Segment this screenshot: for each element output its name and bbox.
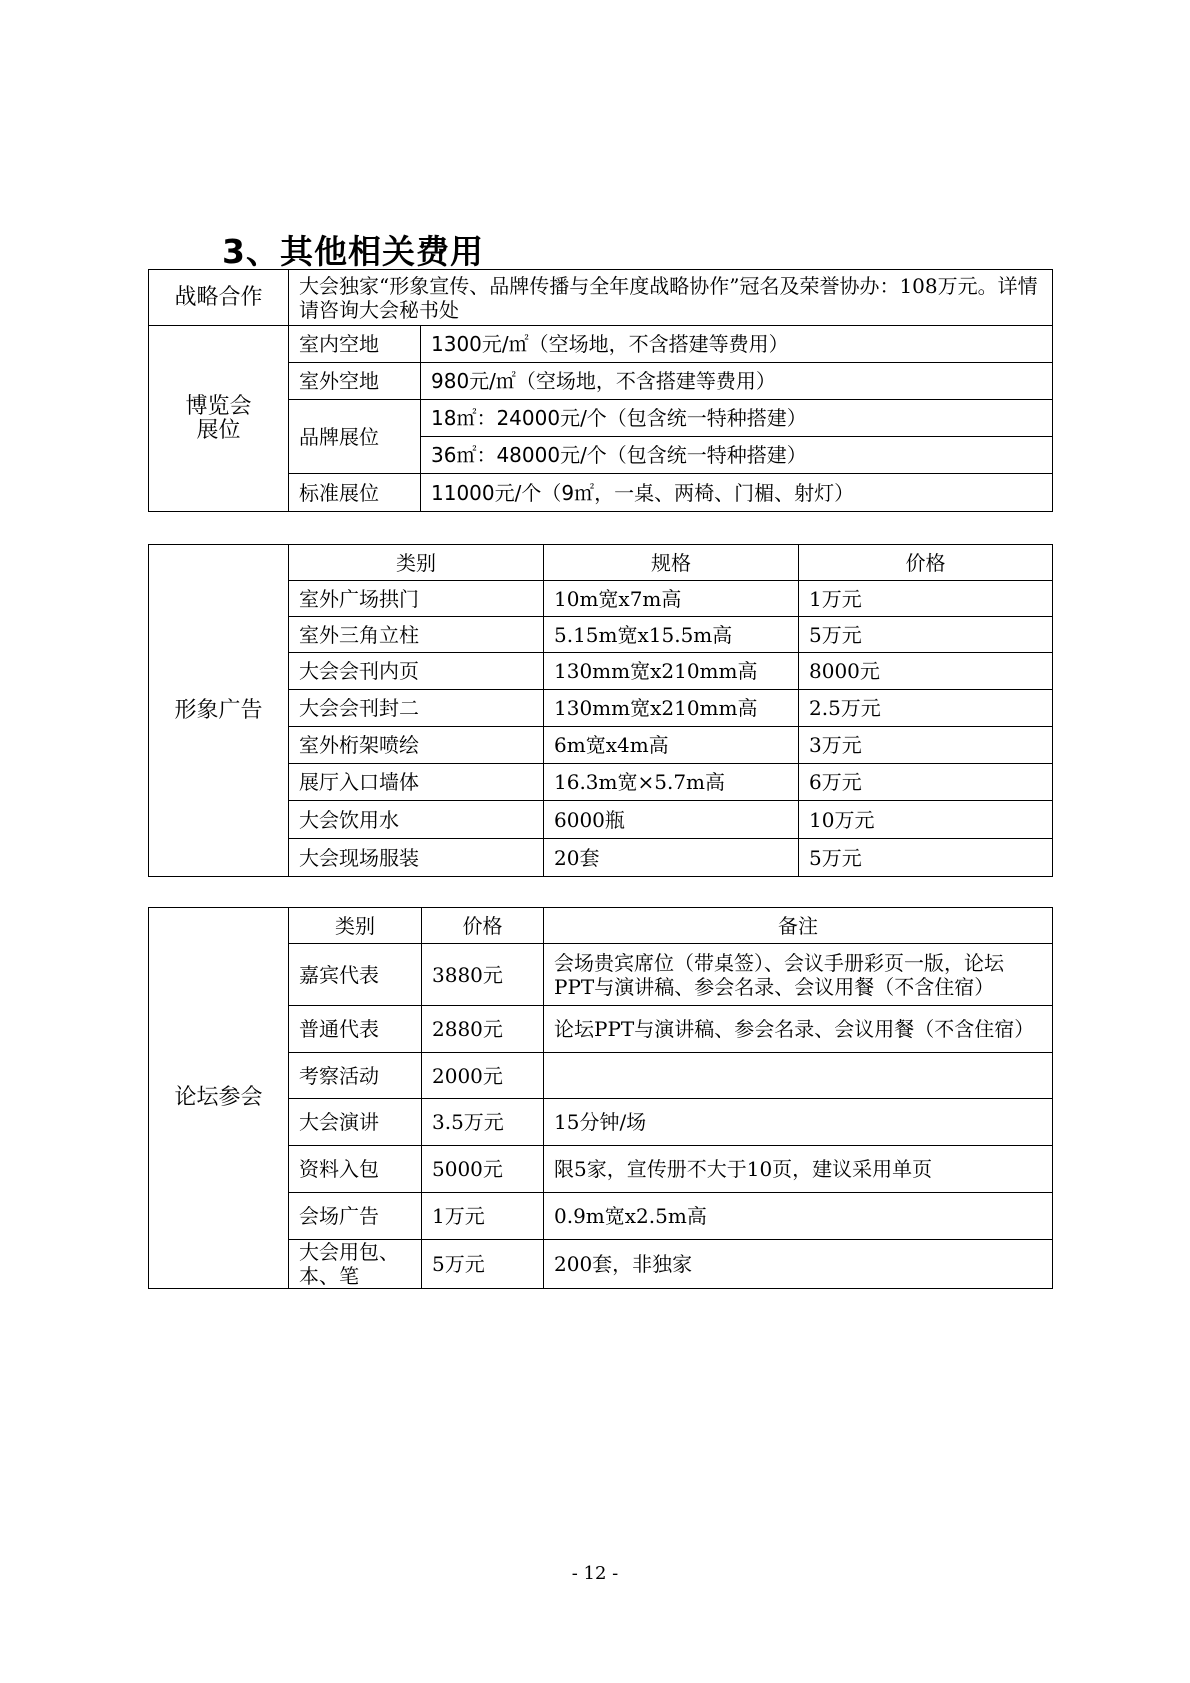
expo-price: 1300元/㎡（空场地，不含搭建等费用） — [421, 326, 1053, 363]
forum-category: 考察活动 — [289, 1053, 422, 1099]
ad-price: 3万元 — [799, 727, 1053, 764]
ad-spec: 16.3m宽×5.7m高 — [544, 764, 799, 801]
column-header: 价格 — [799, 545, 1053, 581]
column-header: 备注 — [544, 908, 1053, 944]
forum-label: 论坛参会 — [149, 908, 289, 1289]
forum-price: 3.5万元 — [422, 1099, 544, 1146]
ad-category: 大会会刊封二 — [289, 690, 544, 727]
ad-price: 5万元 — [799, 839, 1053, 877]
ad-category: 大会饮用水 — [289, 801, 544, 839]
expo-price: 36㎡：48000元/个（包含统一特种搭建） — [421, 437, 1053, 474]
forum-category: 资料入包 — [289, 1146, 422, 1193]
expo-item: 标准展位 — [289, 474, 421, 512]
forum-note: 0.9m宽x2.5m高 — [544, 1193, 1053, 1240]
ad-category: 大会现场服装 — [289, 839, 544, 877]
expo-price: 11000元/个（9㎡，一桌、两椅、门楣、射灯） — [421, 474, 1053, 512]
strategic-text: 大会独家“形象宣传、品牌传播与全年度战略协作”冠名及荣誉协办：108万元。详情请咨询大会秘书处 — [289, 270, 1053, 326]
ad-spec: 6m宽x4m高 — [544, 727, 799, 764]
forum-note — [544, 1053, 1053, 1099]
ad-category: 大会会刊内页 — [289, 653, 544, 690]
forum-category: 嘉宾代表 — [289, 944, 422, 1006]
ad-price: 2.5万元 — [799, 690, 1053, 727]
forum-category: 会场广告 — [289, 1193, 422, 1240]
expo-label — [149, 326, 289, 512]
forum-note: 15分钟/场 — [544, 1099, 1053, 1146]
image-ads-table — [148, 544, 1053, 877]
ad-price: 1万元 — [799, 581, 1053, 617]
ad-price: 8000元 — [799, 653, 1053, 690]
ad-category: 室外桁架喷绘 — [289, 727, 544, 764]
expo-label-line2: 展位 — [196, 417, 241, 443]
section-heading: 3、其他相关费用 — [222, 232, 484, 271]
ad-spec: 6000瓶 — [544, 801, 799, 839]
ad-price: 10万元 — [799, 801, 1053, 839]
expo-price: 18㎡：24000元/个（包含统一特种搭建） — [421, 400, 1053, 437]
expo-item: 室外空地 — [289, 363, 421, 400]
ad-price: 5万元 — [799, 617, 1053, 653]
forum-category: 大会演讲 — [289, 1099, 422, 1146]
forum-price: 2880元 — [422, 1006, 544, 1053]
strategic-expo-table — [148, 269, 1053, 512]
ad-category: 展厅入口墙体 — [289, 764, 544, 801]
forum-price: 1万元 — [422, 1193, 544, 1240]
forum-category: 大会用包、本、笔 — [289, 1240, 422, 1289]
image-ads-label: 形象广告 — [149, 545, 289, 877]
forum-price: 5万元 — [422, 1240, 544, 1289]
strategic-label: 战略合作 — [149, 270, 289, 326]
column-header: 类别 — [289, 908, 422, 944]
forum-note: 限5家，宣传册不大于10页，建议采用单页 — [544, 1146, 1053, 1193]
forum-price: 5000元 — [422, 1146, 544, 1193]
ad-spec: 20套 — [544, 839, 799, 877]
forum-note: 论坛PPT与演讲稿、参会名录、会议用餐（不含住宿） — [544, 1006, 1053, 1053]
expo-label-line1: 博览会 — [185, 393, 252, 419]
column-header: 类别 — [289, 545, 544, 581]
ad-category: 室外广场拱门 — [289, 581, 544, 617]
forum-note: 会场贵宾席位（带桌签）、会议手册彩页一版，论坛PPT与演讲稿、参会名录、会议用餐（不含住宿） — [544, 944, 1053, 1006]
expo-price: 980元/㎡（空场地，不含搭建等费用） — [421, 363, 1053, 400]
ad-spec: 5.15m宽x15.5m高 — [544, 617, 799, 653]
forum-price: 2000元 — [422, 1053, 544, 1099]
page-number: - 12 - — [571, 1563, 619, 1584]
ad-spec: 10m宽x7m高 — [544, 581, 799, 617]
column-header: 价格 — [422, 908, 544, 944]
ad-price: 6万元 — [799, 764, 1053, 801]
forum-table — [148, 907, 1053, 1289]
expo-item: 品牌展位 — [289, 400, 421, 474]
column-header: 规格 — [544, 545, 799, 581]
forum-category: 普通代表 — [289, 1006, 422, 1053]
forum-price: 3880元 — [422, 944, 544, 1006]
ad-spec: 130mm宽x210mm高 — [544, 653, 799, 690]
expo-item: 室内空地 — [289, 326, 421, 363]
ad-spec: 130mm宽x210mm高 — [544, 690, 799, 727]
forum-note: 200套，非独家 — [544, 1240, 1053, 1289]
ad-category: 室外三角立柱 — [289, 617, 544, 653]
